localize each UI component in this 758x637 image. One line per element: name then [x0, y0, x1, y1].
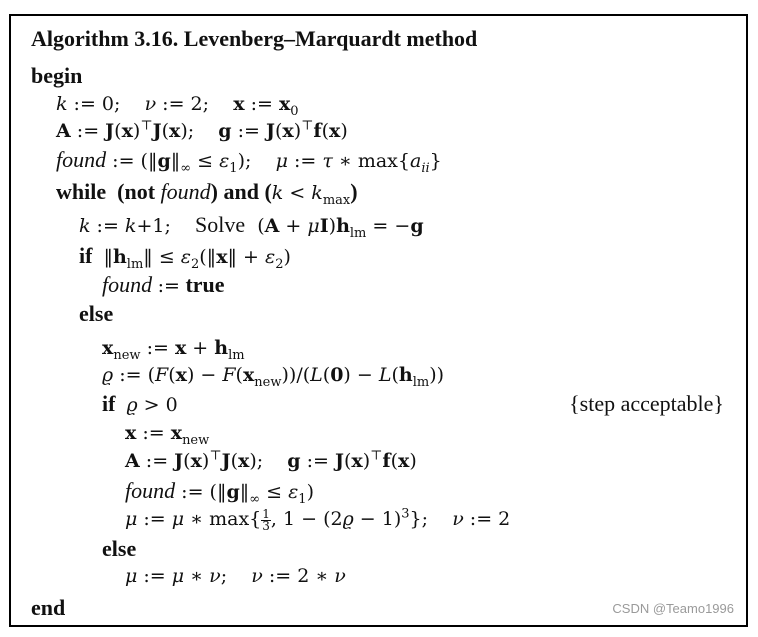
line-if-rho: if ϱ > 0 [102, 391, 178, 416]
line-xnew: $x_{new}$ := $x + h_{lm}$ [102, 337, 245, 363]
watermark: CSDN @Teamo1996 [612, 601, 734, 616]
line-mu-update: μ := μ ∗ max{ $\frac{1}{3}$ , $1 - (2ϱ - 1)^3$}; ν := 2 [125, 506, 511, 533]
line-gain-ratio: ϱ := $(F(x) - F(x_{new}))/(L(0) - L(h_{lm}))$ [102, 364, 445, 390]
line-A-g-update: A := J(x)⊤J(x); g := J(x)⊤f(x) [125, 448, 417, 472]
step-acceptable-comment: {step acceptable} [569, 391, 724, 416]
end-keyword: end [31, 595, 66, 620]
else-keyword-inner: else [102, 536, 137, 561]
line-found-update: found := $(‖g‖_\infty \le \varepsilon_1)$ [125, 478, 314, 507]
not-keyword: not [124, 179, 156, 204]
line-init-k-nu-x: k := 0; ν := 2; x := $x_0$ [56, 93, 299, 119]
while-keyword: while [56, 179, 107, 204]
algorithm-box [9, 14, 748, 627]
line-while: while (not found) and $(k < k_{max})$ [56, 179, 358, 208]
line-x-update: x := $x_{new}$ [125, 422, 210, 448]
begin-keyword: begin [31, 63, 83, 88]
line-found-true: found := true [102, 272, 225, 297]
line-init-found-mu: found := $(‖g‖_\infty \le \varepsilon_1)$; μ := τ ∗ $\max\{a_{ii}\}$ [56, 147, 442, 176]
algorithm-title: Algorithm 3.16. Levenberg–Marquardt method [31, 26, 478, 51]
line-init-A-g: A := J(x)⊤J(x); g := J(x)⊤f(x) [56, 118, 348, 142]
line-solve-step: k := k+1; Solve $(A + \mu I)h_{lm} = -g$ [79, 212, 424, 241]
else-keyword-outer: else [79, 301, 114, 326]
and-keyword: and [223, 179, 259, 204]
line-mu-nu-increase: μ := μ ∗ ν; ν := 2 ∗ ν [125, 565, 346, 587]
line-if-small-step: if $‖h_{lm}‖$ ≤ $\varepsilon_2(‖x‖ + \varepsilon_2)$ [79, 243, 291, 272]
